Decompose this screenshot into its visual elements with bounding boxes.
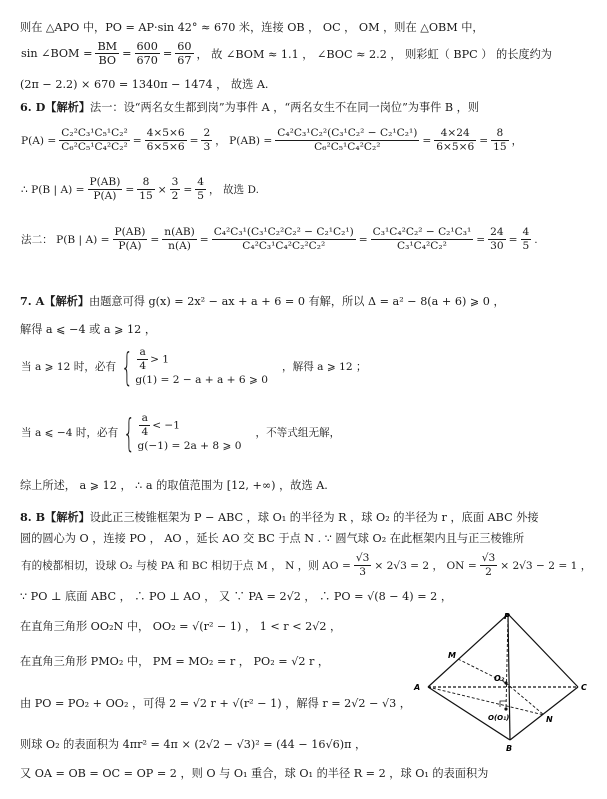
math-line: P(A) = $\frac{\text{C₂²C₃¹C₅¹C₂²}}{\text{C₆²C₅¹C₄²C₂²}}$ = $\frac{4\times 5\times 6}{6\times 5\times 6}$ = $\frac{2}{3}$ ， P(AB) = $\frac{\text{C₄²C₃¹C₂²(C₃¹C₂² − C₂¹C₂¹)}}{\text{C₆²C₅¹C₄²C₂²}}$ = $\frac{4\times 24}{6\times 5\times 6}$ = $\frac{8}{15}$ ， <box>21 127 523 153</box>
text-line: 则在 △APO 中，PO = AP·sin 42° ≈ 670 米，连接 OB ， OC ， OM ，则在 △OBM 中， <box>20 21 484 34</box>
label-N: N <box>546 715 553 724</box>
text-line: ∵ PO ⊥ 底面 ABC ， ∴ PO ⊥ AO ， 又 ∵ PA = 2√2 ， ∴ PO = √(8 − 4) = 2 ， <box>20 590 453 603</box>
math-line: 当 a ⩾ 12 时，必有 { $\frac{a}{4}$ > 1 g(1) = 2 − a + a + 6 ⩾ 0 ，解得 a ⩾ 12 ； <box>21 344 367 389</box>
question-6-header: 6. D【解析】法一：设“两名女生都到岗”为事件 A ，“两名女生不在同一岗位”为事件 B ，则 <box>20 100 480 114</box>
math-line: ∴ P(B | A) = $\frac{P(AB)}{P(A)}$ = $\frac{8}{15}$ × $\frac{3}{2}$ = $\frac{4}{5}$ ， 故选 D. <box>21 176 259 202</box>
math-line: 法二： P(B | A) = $\frac{P(AB)}{P(A)}$ = $\frac{n(AB)}{n(A)}$ = $\frac{\text{C₄²C₃¹(C₃¹C₂²C₂² − C₂¹C₂¹)}}{\text{C₄²C₃¹C₄²C₂²C₂²}}$ = $\frac{\text{C₃¹C₄²C₂² − C₂¹C₃¹}}{\text{C₃¹C₄²C₂²}}$ = $\frac{24}{30}$ = $\frac{4}{5}$ . <box>21 226 538 252</box>
label-M: M <box>448 651 456 660</box>
question-8-header: 8. B【解析】设此正三棱锥框架为 P − ABC ，球 O₁ 的半径为 R ，球 O₂ 的半径为 r ，底面 ABC 外接 <box>20 510 539 524</box>
text-line: 在直角三角形 OO₂N 中， OO₂ = √(r² − 1) ， 1 < r < 2√2 ， <box>20 620 342 633</box>
text-line: 圆的圆心为 O ，连接 PO ， AO ，延长 AO 交 BC 于点 N . ∵ 圆气球 O₂ 在此框架内且与正三棱锥所 <box>20 532 525 545</box>
edge-PC <box>508 614 578 687</box>
text-line: 综上所述， a ⩾ 12 ， ∴ a 的取值范围为 [12, +∞) ，故选 A. <box>20 479 328 492</box>
edge-BC <box>510 687 578 740</box>
label-A: A <box>414 683 421 692</box>
text-line: 解得 a ⩽ −4 或 a ⩾ 12 ， <box>20 323 157 336</box>
label-C: C <box>581 683 587 692</box>
label-O2: O₂ <box>494 674 505 683</box>
text-line: 在直角三角形 PMO₂ 中， PM = MO₂ = r ， PO₂ = √2 r ， <box>20 655 330 668</box>
label-B: B <box>506 744 513 752</box>
text-line: 又 OA = OB = OC = OP = 2 ，则 O 与 O₁ 重合，球 O₁ 的半径 R = 2 ，球 O₁ 的表面积为 <box>20 767 489 780</box>
math-line: sin ∠BOM = $\frac{BM}{BO}$ = $\frac{600}{670}$ = $\frac{60}{67}$ ， 故 ∠BOM ≈ 1.1 ， ∠BOC ≈ 2.2 ， 则彩虹（ BPC ） 的长度约为 <box>21 40 552 67</box>
pyramid-figure <box>408 612 598 752</box>
question-7-header: 7. A【解析】由题意可得 g(x) = 2x² − ax + a + 6 = 0 有解，所以 Δ = a² − 8(a + 6) ⩾ 0 ， <box>20 294 505 308</box>
text-line: 由 PO = PO₂ + OO₂ ，可得 2 = √2 r + √(r² − 1) ，解得 r = 2√2 − √3 ， <box>20 697 411 710</box>
text-line: (2π − 2.2) × 670 = 1340π − 1474 ， 故选 A. <box>20 78 269 91</box>
text-line: 则球 O₂ 的表面积为 4πr² = 4π × (2√2 − √3)² = (44 − 16√6)π ， <box>20 738 367 751</box>
label-P: P <box>504 612 510 621</box>
math-line: 当 a ⩽ −4 时，必有 { $\frac{a}{4}$ < −1 g(−1) = 2a + 8 ⩾ 0 ，不等式组无解， <box>21 410 341 455</box>
label-O: O(O₁) <box>488 714 510 722</box>
math-line: 有的棱都相切，设球 O₂ 与棱 PA 和 BC 相切于点 M ， N ，则 AO = $\frac{√3}{3}$ × 2√3 = 2 ， ON = $\frac{√3}{2}$ × 2√3 − 2 = 1 ， <box>21 552 592 578</box>
